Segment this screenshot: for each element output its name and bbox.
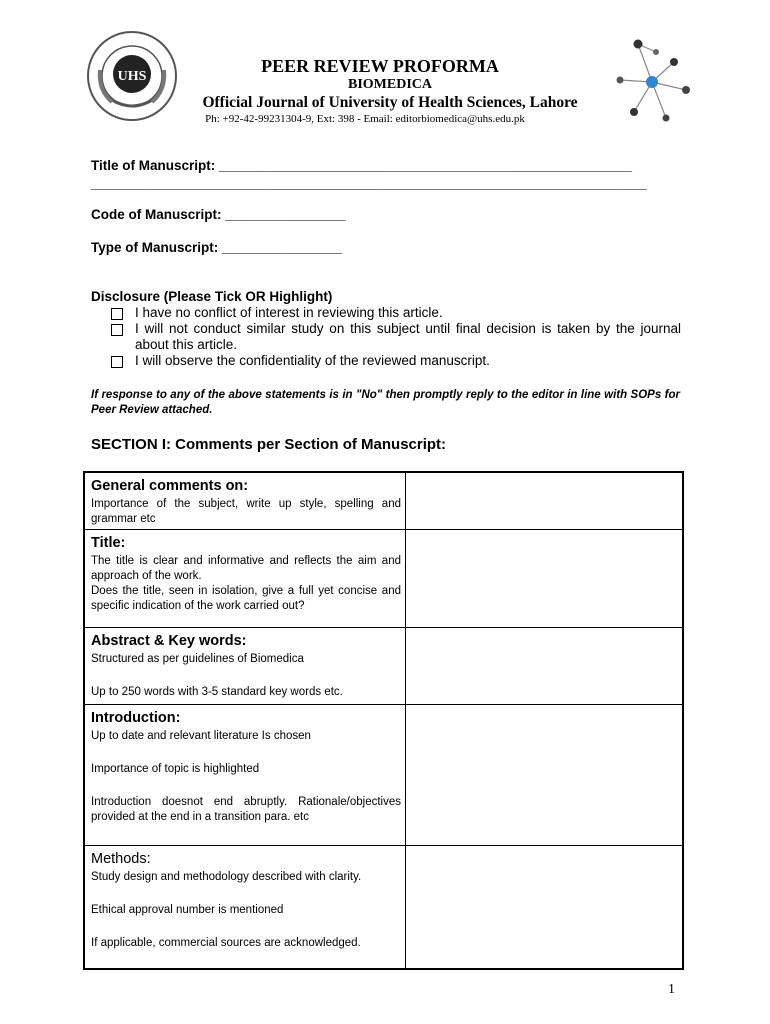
comments-table [83, 471, 684, 970]
row-heading: Abstract & Key words: [91, 633, 247, 649]
row-heading: Methods: [91, 851, 151, 867]
table-row-abstract [85, 628, 682, 705]
comment-cell[interactable] [406, 705, 682, 845]
title-of-manuscript-line2[interactable]: __________________________________________________________________________ [91, 176, 647, 191]
comment-cell[interactable] [406, 846, 682, 968]
molecule-logo [612, 32, 692, 124]
disclosure-item: I will not conduct similar study on this subject until final decision is taken by the journal about this article. [111, 321, 681, 353]
journal-name: BIOMEDICA [347, 77, 432, 92]
comment-cell[interactable] [406, 473, 682, 529]
row-heading: General comments on: [91, 478, 249, 494]
disclosure-list [111, 305, 681, 369]
row-text: The title is clear and informative and reflects the aim and approach of the work. [91, 555, 401, 582]
row-text: Ethical approval number is mentioned [91, 904, 284, 916]
journal-subtitle: Official Journal of University of Health Sciences, Lahore [202, 94, 578, 111]
row-text: Does the title, seen in isolation, give a full yet concise and specific indication of the work carried out? [91, 585, 401, 612]
contact-info: Ph: +92-42-99231304-9, Ext: 398 - Email: editorbiomedica@uhs.edu.pk [205, 113, 525, 125]
disclosure-item: I have no conflict of interest in reviewing this article. [111, 305, 681, 321]
disclosure-item: I will observe the confidentiality of the reviewed manuscript. [111, 353, 681, 369]
table-row-methods [85, 846, 682, 968]
checkbox[interactable] [111, 356, 123, 368]
checkbox[interactable] [111, 308, 123, 320]
title-of-manuscript-field[interactable]: Title of Manuscript: _______________________________________________________ [91, 158, 632, 173]
page-number: 1 [668, 982, 675, 997]
checkbox[interactable] [111, 324, 123, 336]
section-heading: SECTION I: Comments per Section of Manuscript: [91, 436, 447, 453]
disclosure-title: Disclosure (Please Tick OR Highlight) [91, 289, 333, 304]
comment-cell[interactable] [406, 530, 682, 627]
row-text: Up to date and relevant literature Is chosen [91, 730, 311, 742]
code-of-manuscript-field[interactable]: Code of Manuscript: ________________ [91, 207, 346, 222]
response-note: If response to any of the above statements is in "No" then promptly reply to the editor in line with SOPs for Peer Review attached. [91, 389, 680, 416]
row-heading: Introduction: [91, 710, 181, 726]
table-row-introduction [85, 705, 682, 846]
row-text: Study design and methodology described with clarity. [91, 871, 362, 883]
type-of-manuscript-field[interactable]: Type of Manuscript: ________________ [91, 240, 343, 255]
row-text: Up to 250 words with 3-5 standard key words etc. [91, 686, 343, 698]
svg-text:UHS: UHS [117, 69, 147, 84]
row-heading: Title: [91, 535, 126, 551]
table-row-title [85, 530, 682, 628]
row-text: Importance of topic is highlighted [91, 763, 260, 775]
row-text: If applicable, commercial sources are acknowledged. [91, 937, 361, 949]
row-text: Introduction doesnot end abruptly. Rationale/objectives provided at the end in a transition para. etc [91, 796, 401, 823]
row-text: Structured as per guidelines of Biomedica [91, 653, 304, 665]
comment-cell[interactable] [406, 628, 682, 704]
table-row-general [85, 473, 682, 530]
proforma-title: PEER REVIEW PROFORMA [261, 56, 499, 76]
document-header [0, 0, 770, 140]
row-text: Importance of the subject, write up style, spelling and grammar etc [91, 498, 401, 525]
